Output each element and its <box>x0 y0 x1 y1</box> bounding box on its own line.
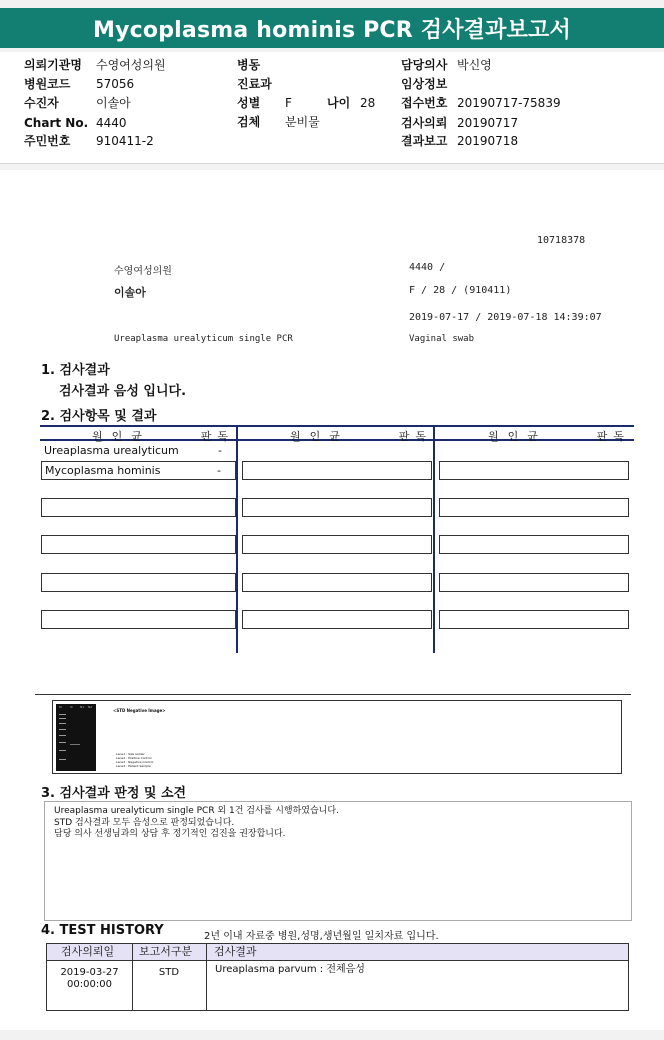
column-header <box>436 425 634 441</box>
header-field <box>237 113 320 131</box>
header-field <box>401 114 518 132</box>
result-row <box>41 461 236 480</box>
history-note: 2년 이내 자료중 병원,성명,생년월일 일치자료 입니다. <box>204 931 439 942</box>
header-field <box>24 94 131 112</box>
empty-cell <box>41 610 236 629</box>
organism-header: 원인균 <box>488 430 547 443</box>
empty-cell <box>41 535 236 554</box>
field-value: 이솔아 <box>96 96 131 110</box>
field-label: 결과보고 <box>401 134 448 148</box>
gel-electrophoresis-image <box>56 704 96 771</box>
gel-band <box>59 718 66 719</box>
gel-band <box>59 759 66 760</box>
gel-band <box>59 729 66 730</box>
field-value: 분비물 <box>285 115 320 129</box>
gel-legend <box>116 752 153 768</box>
field-label: 임상정보 <box>401 77 448 91</box>
report-paper <box>0 170 664 1030</box>
history-header-row <box>47 944 628 961</box>
field-label: 성별 <box>237 96 261 110</box>
organism-name: Mycoplasma hominis <box>45 464 161 477</box>
field-label: 나이 <box>327 96 351 110</box>
column-divider <box>433 425 435 653</box>
field-value: 28 <box>360 96 376 110</box>
column-header <box>40 425 238 441</box>
field-value: 20190717-75839 <box>457 96 561 110</box>
specimen-type: Vaginal swab <box>409 334 475 344</box>
gel-band <box>59 742 66 743</box>
history-time: 00:00:00 <box>67 979 112 990</box>
field-label: 검체 <box>237 115 261 129</box>
report-title: Mycoplasma hominis PCR 검사결과보고서 <box>0 8 664 48</box>
gel-band <box>70 744 80 745</box>
section1-result: 검사결과 음성 입니다. <box>59 384 187 399</box>
field-label: 검사의뢰 <box>401 116 448 130</box>
empty-cell <box>242 498 432 517</box>
field-label: 병원코드 <box>24 77 71 91</box>
field-label: 진료과 <box>237 77 272 91</box>
field-value: 4440 <box>96 116 127 130</box>
patient-info: F / 28 / (910411) <box>409 285 512 296</box>
field-value: 20190718 <box>457 134 519 148</box>
result-row <box>41 442 236 461</box>
header-field <box>401 132 518 150</box>
field-label: 의뢰기관명 <box>24 58 82 72</box>
header-field <box>401 94 561 112</box>
empty-cell <box>41 498 236 517</box>
section4-title: 4. TEST HISTORY <box>41 923 164 938</box>
judgement-value: - <box>218 444 222 457</box>
judgement-header: 판독 <box>398 430 432 443</box>
empty-cell <box>439 498 629 517</box>
header-field <box>237 75 272 93</box>
opinion-box <box>44 801 632 921</box>
field-value: 수영여성의원 <box>96 58 166 72</box>
field-label: 주민번호 <box>24 134 71 148</box>
organism-header: 원인균 <box>290 430 349 443</box>
header-field <box>237 94 375 112</box>
header-field <box>401 56 492 74</box>
legend-item: Lane1 : Size ladder <box>116 752 145 756</box>
empty-cell <box>242 610 432 629</box>
gel-lane-label: M <box>59 705 62 709</box>
field-value: 910411-2 <box>96 134 154 148</box>
section2-title: 2. 검사항목 및 결과 <box>41 409 157 424</box>
field-value: 57056 <box>96 77 135 91</box>
legend-item: Lane4 : Patient Sample <box>116 764 151 768</box>
header-field <box>24 75 134 93</box>
empty-cell <box>439 461 629 480</box>
legend-item: Lane2 : Positive Control <box>116 756 152 760</box>
gel-lane-label: N2 <box>88 705 93 709</box>
header-field <box>24 114 127 132</box>
chart-number: 4440 / <box>409 262 446 273</box>
empty-cell <box>242 535 432 554</box>
organism-name: Ureaplasma urealyticum <box>44 444 179 457</box>
field-label: 수진자 <box>24 96 59 110</box>
field-value: 20190717 <box>457 116 519 130</box>
history-table <box>46 943 629 1011</box>
gel-band <box>59 723 66 724</box>
field-value: F <box>285 96 292 110</box>
header-field <box>24 56 166 74</box>
column-divider <box>236 425 238 653</box>
test-name: Ureaplasma urealyticum single PCR <box>114 334 293 344</box>
divider-line <box>35 694 631 695</box>
legend-item: Lane3 : Negative Control <box>116 760 154 764</box>
header-field <box>24 132 154 150</box>
history-col-result: 검사결과 <box>214 945 257 958</box>
history-col-divider <box>206 944 207 1010</box>
gel-caption: <STD Negative Image> <box>113 708 166 713</box>
section3-title: 3. 검사결과 판정 및 소견 <box>41 786 187 801</box>
judgement-header: 판독 <box>200 430 234 443</box>
empty-cell <box>242 573 432 592</box>
organism-header: 원인균 <box>92 430 151 443</box>
clinic-name: 수영여성의원 <box>114 266 172 277</box>
header-field <box>237 56 260 74</box>
empty-cell <box>41 573 236 592</box>
header-field <box>401 75 457 93</box>
field-label: 병동 <box>237 58 261 72</box>
gel-image-box <box>52 700 622 774</box>
section1-title: 1. 검사결과 <box>41 363 110 378</box>
gel-band <box>59 714 66 715</box>
field-value: 박신영 <box>457 58 492 72</box>
history-type: STD <box>158 967 180 978</box>
gel-lane-label: N1 <box>80 705 85 709</box>
gel-band <box>59 735 66 736</box>
header-info <box>0 52 664 164</box>
history-col-date: 검사의뢰일 <box>61 945 115 958</box>
judgement-value: - <box>217 464 221 477</box>
empty-cell <box>439 535 629 554</box>
gel-band <box>59 750 66 751</box>
empty-cell <box>439 573 629 592</box>
report-dates: 2019-07-17 / 2019-07-18 14:39:07 <box>409 312 602 323</box>
opinion-line: STD 검사결과 모두 음성으로 판정되었습니다. <box>54 817 235 828</box>
history-date: 2019-03-27 <box>60 967 119 978</box>
patient-name: 이솔아 <box>114 286 146 299</box>
gel-lane-label: IC <box>70 705 73 709</box>
field-label: Chart No. <box>24 116 89 130</box>
history-result: Ureaplasma parvum : 전체음성 <box>215 964 365 975</box>
history-col-type: 보고서구분 <box>139 945 193 958</box>
history-date-cell <box>47 967 132 991</box>
opinion-line: 담당 의사 선생님과의 상담 후 정기적인 검진을 권장합니다. <box>54 829 286 839</box>
result-grid <box>40 425 634 655</box>
opinion-line: Ureaplasma urealyticum single PCR 외 1건 검사를 시행하였습니다. <box>54 806 339 816</box>
report-code: 10718378 <box>537 235 586 246</box>
empty-cell <box>242 461 432 480</box>
field-label: 접수번호 <box>401 96 448 110</box>
column-header <box>238 425 436 441</box>
field-label: 담당의사 <box>401 58 448 72</box>
judgement-header: 판독 <box>596 430 630 443</box>
empty-cell <box>439 610 629 629</box>
